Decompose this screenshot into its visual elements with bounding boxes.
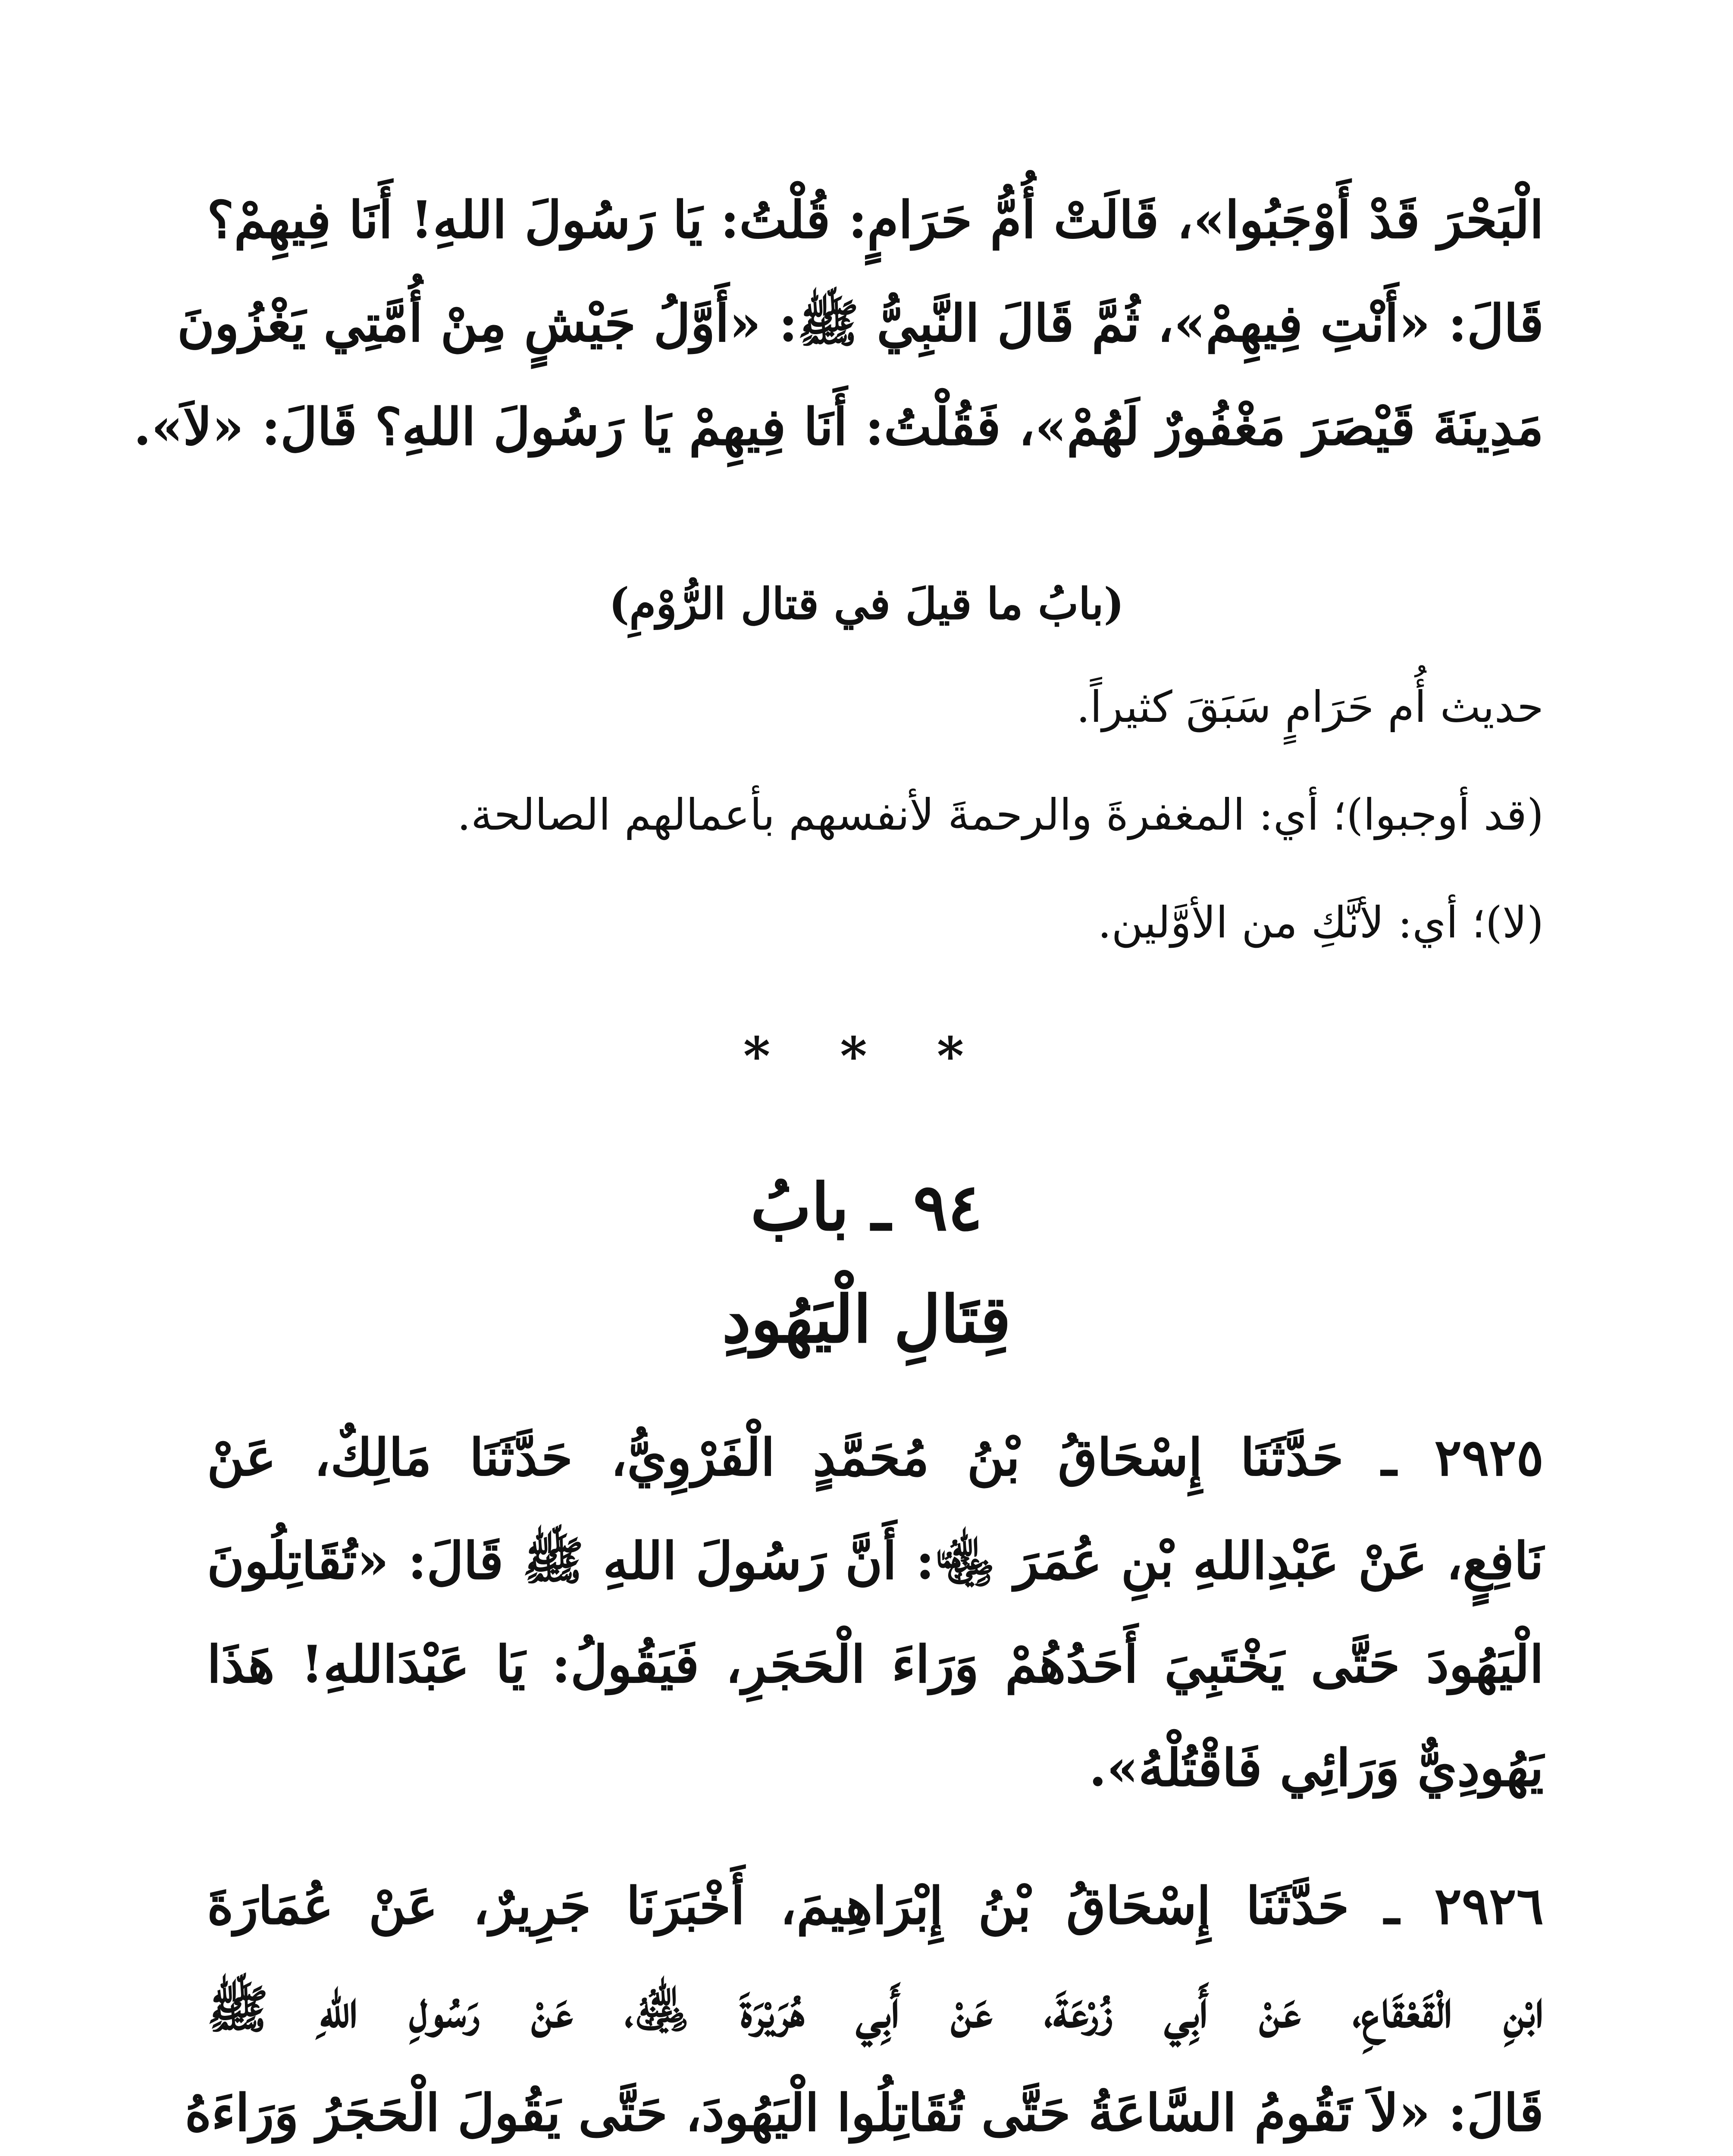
- text-line: نَافِعٍ، عَنْ عَبْدِاللهِ بْنِ عُمَرَ ﵄: أَنَّ رَسُولَ اللهِ ﷺ قَالَ: «تُقَاتِلُونَ: [207, 1531, 1544, 1591]
- text-line: ابْنِ الْقَعْقَاعِ، عَنْ أَبِي زُرْعَةَ، عَنْ أَبِي هُرَيْرَةَ ﵁، عَنْ رَسُولِ اللهِ ﷺ: [207, 1979, 1544, 2039]
- text-line: ٢٩٢٦ ـ حَدَّثَنَا إِسْحَاقُ بْنُ إِبْرَاهِيمَ، أَخْبَرَنَا جَرِيرٌ، عَنْ عُمَارَةَ: [207, 1876, 1544, 1936]
- text-line: مَدِينَةَ قَيْصَرَ مَغْفُورٌ لَهُمْ»، فَقُلْتُ: أَنَا فِيهِمْ يَا رَسُولَ اللهِ؟ قَالَ: «لاَ».: [133, 397, 1544, 457]
- section-separator: * * *: [743, 1026, 990, 1087]
- text-line: يَهُودِيٌّ وَرَائِي فَاقْتُلْهُ».: [1089, 1738, 1544, 1798]
- text-line: الْبَحْرَ قَدْ أَوْجَبُوا»، قَالَتْ أُمُّ حَرَامٍ: قُلْتُ: يَا رَسُولَ اللهِ! أَنَا فِيهِمْ؟: [207, 190, 1544, 250]
- text-line: قَالَ: «لاَ تَقُومُ السَّاعَةُ حَتَّى تُقَاتِلُوا الْيَهُودَ، حَتَّى يَقُولَ الْحَجَرُ وَرَاءَهُ: [185, 2083, 1544, 2143]
- text-line: الْيَهُودَ حَتَّى يَخْتَبِيَ أَحَدُهُمْ وَرَاءَ الْحَجَرِ، فَيَقُولُ: يَا عَبْدَاللهِ! هَذَا: [207, 1634, 1544, 1694]
- commentary-note: (قد أوجبوا)؛ أي: المغفرةَ والرحمةَ لأنفسهم بأعمالهم الصالحة.: [457, 790, 1544, 840]
- chapter-number: ٩٤ ـ بابُ: [750, 1169, 983, 1245]
- commentary-note: حديث أُم حَرَامٍ سَبَقَ كثيراً.: [1076, 682, 1544, 732]
- commentary-heading: (بابُ ما قيلَ في قتال الرُّوْمِ): [609, 578, 1124, 629]
- chapter-title: قِتَالِ الْيَهُودِ: [722, 1282, 1011, 1357]
- commentary-note: (لا)؛ أي: لأنَّكِ من الأوَّلين.: [1097, 897, 1544, 948]
- text-line: قَالَ: «أَنْتِ فِيهِمْ»، ثُمَّ قَالَ النَّبِيُّ ﷺ: «أَوَّلُ جَيْشٍ مِنْ أُمَّتِي يَغْزُونَ: [177, 293, 1544, 353]
- text-line: ٢٩٢٥ ـ حَدَّثَنَا إِسْحَاقُ بْنُ مُحَمَّدٍ الْفَرْوِيُّ، حَدَّثَنَا مَالِكٌ، عَنْ: [207, 1427, 1544, 1487]
